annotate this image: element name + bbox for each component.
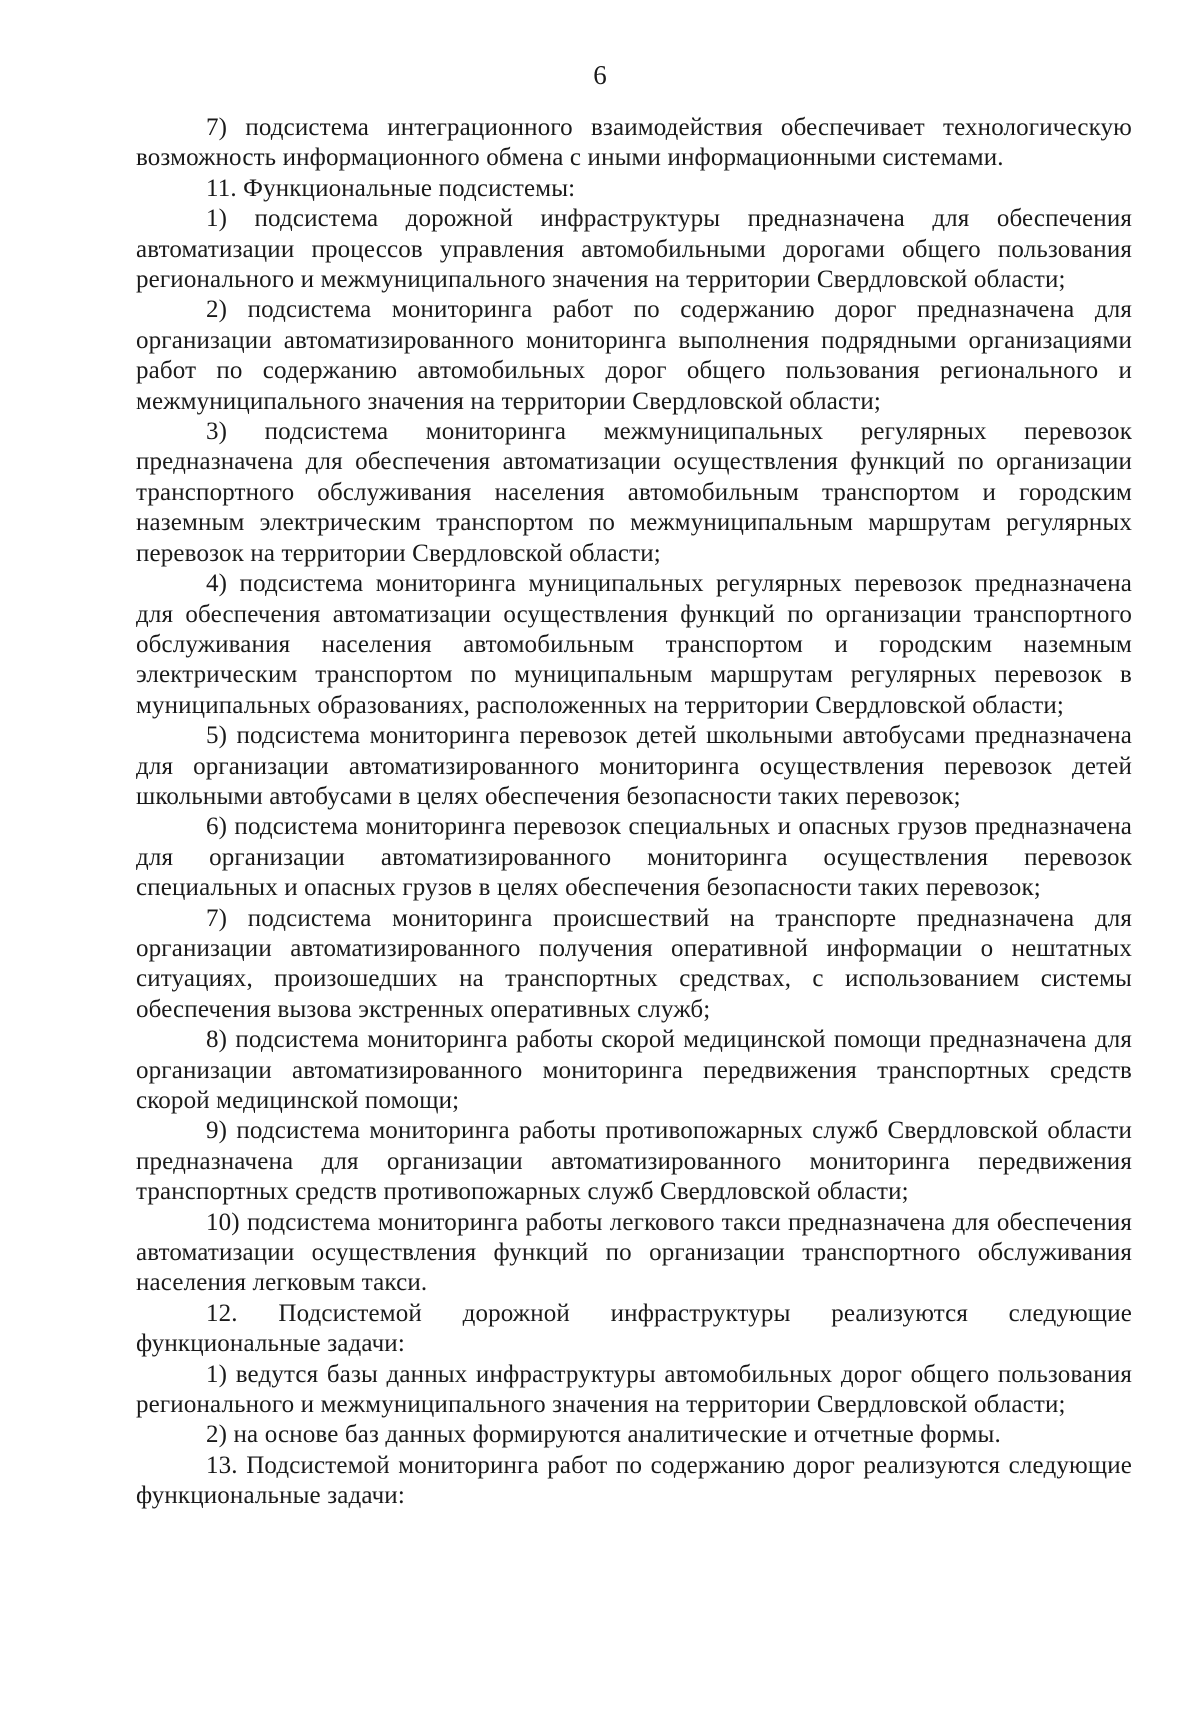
section-heading-11: 11. Функциональные подсистемы: [206,174,576,202]
list-item: 10) подсистема мониторинга работы легкового такси предназначена для обеспечения автоматизации осуществления функций по организации транспортного обслуживания населения легковым такси. [136,1208,1132,1297]
page-number: 6 [593,60,607,90]
list-item: 6) подсистема мониторинга перевозок специальных и опасных грузов предназначена для организации автоматизированного мониторинга осуществления перевозок специальных и опасных грузов в целях обеспечения безопасности таких перевозок; [136,813,1132,902]
list-item: 1) ведутся базы данных инфраструктуры автомобильных дорог общего пользования регионального и межмуниципального значения на территории Свердловской области; [136,1360,1132,1419]
list-item: 7) подсистема мониторинга происшествий на транспорте предназначена для организации автоматизированного получения оперативной информации о нештатных ситуациях, произошедших на транспортных средствах, с использованием системы обеспечения вызова экстренных оперативных служб; [136,904,1132,1023]
list-item: 8) подсистема мониторинга работы скорой медицинской помощи предназначена для организации автоматизированного мониторинга передвижения транспортных средств скорой медицинской помощи; [136,1026,1132,1114]
list-item: 1) подсистема дорожной инфраструктуры предназначена для обеспечения автоматизации процессов управления автомобильными дорогами общего пользования регионального и межмуниципального значения на территории Свердловской области; [136,205,1132,294]
list-item: 2) на основе баз данных формируются аналитические и отчетные формы. [206,1421,1001,1449]
paragraph-integration-subsystem: 7) подсистема интеграционного взаимодействия обеспечивает технологическую возможность информационного обмена с иными информационными системами. [136,114,1132,172]
section-heading-12: 12. Подсистемой дорожной инфраструктуры реализуются следующие функциональные задачи: [136,1299,1132,1358]
document-body [136,113,1132,1512]
list-item: 2) подсистема мониторинга работ по содержанию дорог предназначена для организации автоматизированного мониторинга выполнения подрядными организациями работ по содержанию автомобильных дорог общего пользования регионального и межмуниципального значения на территории Свердловской области; [136,296,1132,415]
list-item: 3) подсистема мониторинга межмуниципальных регулярных перевозок предназначена для обеспечения автоматизации осуществления функций по организации транспортного обслуживания населения автомобильным транспортом и городским наземным электрическим транспортом по межмуниципальным маршрутам регулярных перевозок на территории Свердловской области; [136,418,1132,567]
section-heading-13: 13. Подсистемой мониторинга работ по содержанию дорог реализуются следующие функциональные задачи: [136,1451,1132,1510]
list-item: 9) подсистема мониторинга работы противопожарных служб Свердловской области предназначена для организации автоматизированного мониторинга передвижения транспортных средств противопожарных служб Свердловской области; [136,1117,1132,1206]
list-item: 4) подсистема мониторинга муниципальных регулярных перевозок предназначена для обеспечения автоматизации осуществления функций по организации транспортного обслуживания населения автомобильным транспортом и городским наземным электрическим транспортом по муниципальным маршрутам регулярных перевозок в муниципальных образованиях, расположенных на территории Свердловской области; [136,570,1132,719]
list-item: 5) подсистема мониторинга перевозок детей школьными автобусами предназначена для организации автоматизированного мониторинга осуществления перевозок детей школьными автобусами в целях обеспечения безопасности таких перевозок; [136,722,1132,810]
